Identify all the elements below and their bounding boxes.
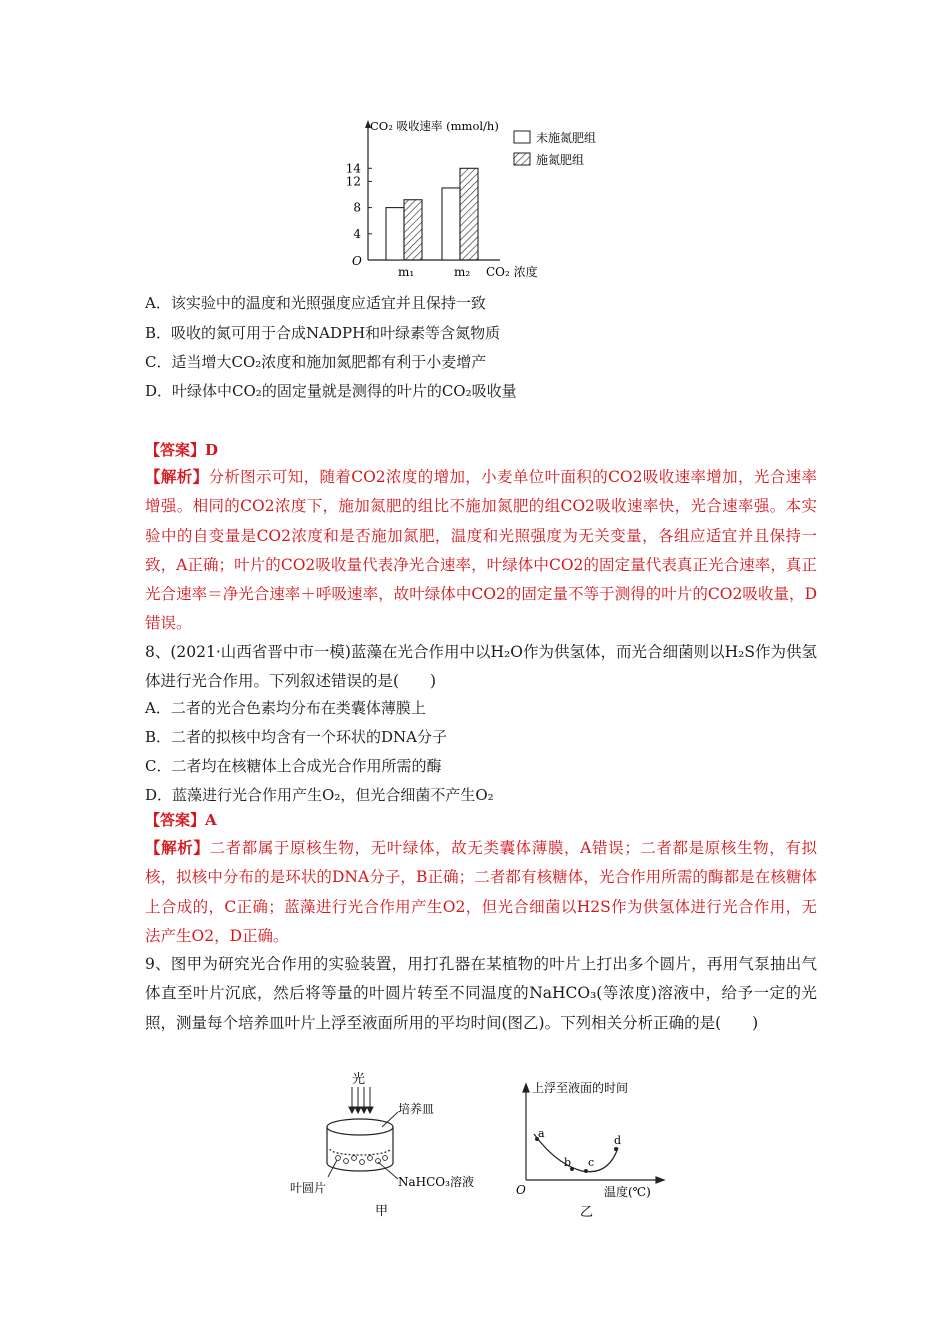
bar-nitrogen-1 (404, 200, 422, 260)
leaf-label: 叶圆片 (290, 1181, 327, 1195)
legend-swatch (514, 131, 530, 143)
q7-answer: 【答案】D (145, 441, 219, 459)
q8-option-c: C．二者均在核糖体上合成光合作用所需的酶 (145, 757, 442, 775)
y-tick-label: 8 (353, 200, 361, 215)
figure-jia-apparatus (290, 1065, 490, 1225)
category-label: m₂ (454, 265, 471, 279)
yi-point-c: c (588, 1156, 595, 1169)
q8-option-a: A．二者的光合色素均分布在类囊体薄膜上 (145, 699, 426, 717)
solution-label: NaHCO₃溶液 (398, 1175, 474, 1189)
q8-analysis-tag: 【解析】 (145, 838, 210, 857)
q7-option-c: C．适当增大CO₂浓度和施加氮肥都有利于小麦增产 (145, 353, 487, 371)
q7-analysis-tag: 【解析】 (145, 467, 209, 486)
x-axis-label: CO₂ 浓度 (486, 265, 538, 279)
figure-yi-graph (512, 1078, 692, 1238)
yi-point-d: d (614, 1134, 622, 1147)
yi-origin: O (516, 1183, 526, 1197)
q9-stem: 9、图甲为研究光合作用的实验装置，用打孔器在某植物的叶片上打出多个圆片，再用气泵抽出气体直至叶片沉底，然后将等量的叶圆片转至不同温度的NaHCO₃(等浓度)溶液中，给予一定的光照，测量每个培养皿叶片上浮至液面所用的平均时间(图乙)。下列相关分析正确的是( ) (145, 955, 817, 1032)
q7-option-a: A．该实验中的温度和光照强度应适宜并且保持一致 (145, 294, 486, 312)
figure-jia-caption: 甲 (375, 1204, 389, 1219)
legend-label: 施氮肥组 (536, 153, 585, 167)
y-axis-label: CO₂ 吸收速率 (mmol/h) (370, 119, 499, 133)
bar-no-nitrogen-2 (442, 188, 460, 260)
yi-xlabel: 温度(℃) (604, 1185, 651, 1199)
q7-analysis-text: 分析图示可知，随着CO2浓度的增加，小麦单位叶面积的CO2吸收速率增加，光合速率增强。相同的CO2浓度下，施加氮肥的组比不施加氮肥的组CO2吸收速率快，光合速率强。本实验中的自变量是CO2浓度和是否施加氮肥，温度和光照强度为无关变量，各组应适宜并且保持一致，A正确；叶片的CO2吸收量代表净光合速率，叶绿体中CO2的固定量代表真正光合速率，真正光合速率＝净光合速率＋呼吸速率，故叶绿体中CO2的固定量不等于测得的叶片的CO2吸收量，D错误。 (145, 468, 817, 633)
bar-no-nitrogen-1 (386, 208, 404, 260)
y-tick-label: 14 (345, 161, 361, 176)
q8-answer: 【答案】A (145, 811, 217, 829)
yi-ylabel: 上浮至液面的时间 (532, 1081, 629, 1095)
q8-option-b: B．二者的拟核中均含有一个环状的DNA分子 (145, 728, 448, 746)
origin-label: O (352, 254, 362, 268)
q8-option-d: D．蓝藻进行光合作用产生O₂，但光合细菌不产生O₂ (145, 786, 494, 804)
q8-analysis (145, 833, 817, 951)
y-tick-label: 12 (345, 174, 361, 189)
q7-analysis (145, 462, 817, 639)
light-label: 光 (352, 1072, 366, 1087)
legend-swatch (514, 153, 530, 165)
co2-bar-chart (0, 0, 950, 290)
q8-analysis-text: 二者都属于原核生物，无叶绿体，故无类囊体薄膜，A错误；二者都是原核生物，有拟核，拟核中分布的是环状的DNA分子，B正确；二者都有核糖体，光合作用所需的酶都是在核糖体上合成的，C正确；蓝藻进行光合作用产生O2，但光合细菌以H2S作为供氢体进行光合作用，无法产生O2，D正确。 (145, 839, 817, 945)
legend-label: 未施氮肥组 (536, 131, 597, 145)
q7-option-b: B．吸收的氮可用于合成NADPH和叶绿素等含氮物质 (145, 324, 501, 342)
dish-label: 培养皿 (398, 1102, 435, 1116)
y-tick-label: 4 (353, 226, 361, 241)
yi-point-a: a (538, 1127, 545, 1140)
yi-curve (534, 1134, 618, 1172)
category-label: m₁ (398, 265, 415, 279)
q8-stem: 8、(2021·山西省晋中市一模)蓝藻在光合作用中以H₂O作为供氢体，而光合细菌则以H₂S作为供氢体进行光合作用。下列叙述错误的是( ) (145, 643, 817, 691)
light-arrows-icon (349, 1087, 373, 1113)
figure-yi-caption: 乙 (580, 1205, 594, 1220)
bar-nitrogen-2 (460, 168, 478, 260)
q7-option-d: D．叶绿体中CO₂的固定量就是测得的叶片的CO₂吸收量 (145, 382, 517, 400)
yi-point-b: b (564, 1156, 572, 1169)
